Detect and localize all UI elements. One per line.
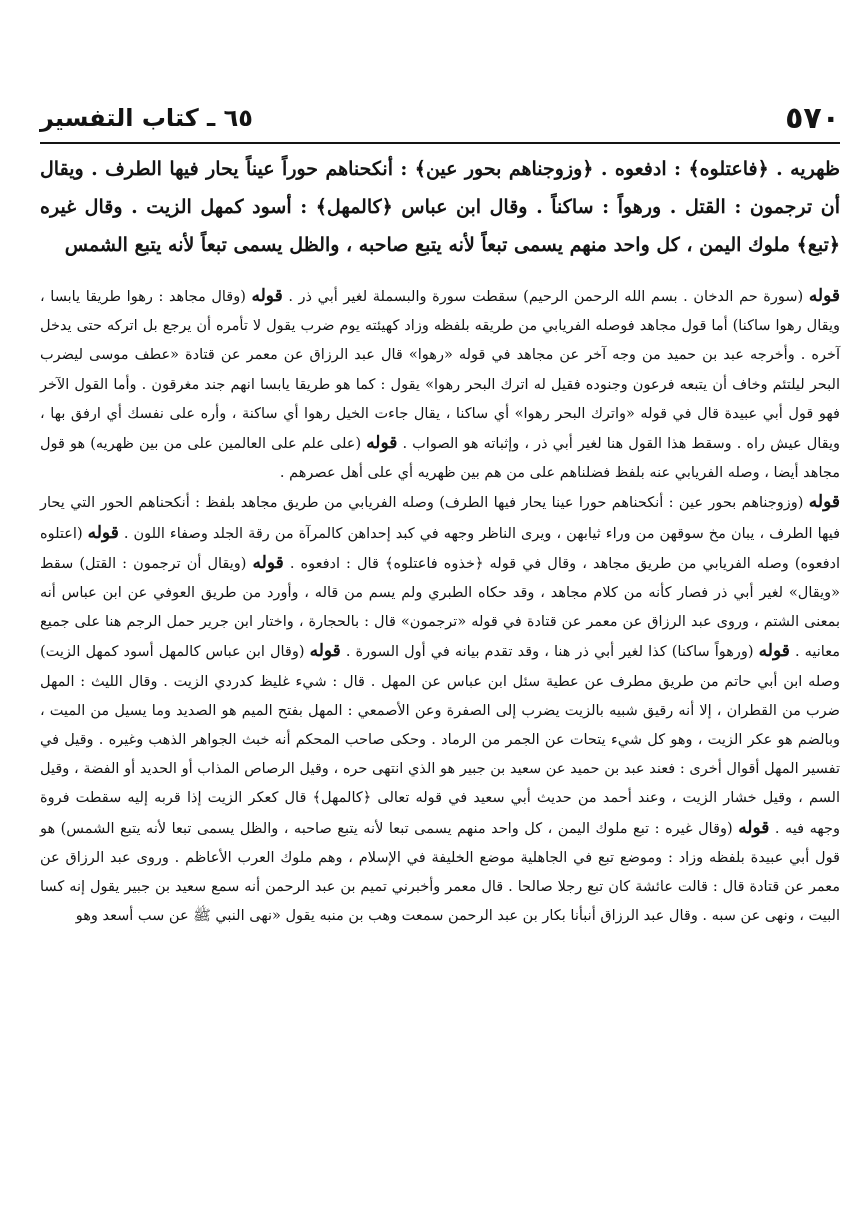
qawl-label: قوله	[808, 492, 840, 513]
commentary-text: (وزوجناهم بحور عين : أنكحناهم حورا عينا يحار فيها الطرف) وصله الفريابي من طريق مجاهد بلفظ : أنكحناهم الحور التي يحار فيها الطرف ، يبان مخ سوقهن من وراء ثيابهن ، ويرى الناظر وجهه في كبد إحداهن كالمرآة من رقة الجلد وصفاء اللون .	[40, 495, 840, 542]
commentary-text: (ويقال أن ترجمون : القتل) سقط «ويقال» لغير أبي ذر فصار كأنه من كلام مجاهد ، وقد حكاه الطبري ولم يسم من قاله ، وأورد من طريق العوفي عن ابن عباس أنه بمعنى الشتم ، وروى عبد الرزاق عن معمر عن قتادة في قوله «ترجمون» قال : بالحجارة ، واختار ابن جرير حمل الرجم هنا على جميع معانيه .	[40, 555, 840, 661]
qawl-label: قوله	[808, 286, 841, 306]
qawl-label: قوله	[252, 552, 284, 573]
quranic-text-block: ظهريه . ﴿فاعتلوه﴾ : ادفعوه . ﴿وزوجناهم بحور عين﴾ : أنكحناهم حوراً عيناً يحار فيها الطرف . ويقال أن ترجمون : القتل . ورهواً : ساكناً . وقال ابن عباس ﴿كالمهل﴾ : أسود كمهل الزيت . وقال غيره ﴿تبع﴾ ملوك اليمن ، كل واحد منهم يسمى تبعاً لأنه يتبع صاحبه ، والظل يسمى تبعاً لأنه يتبع الشمس	[40, 158, 840, 256]
commentary-text: (سورة حم الدخان . بسم الله الرحمن الرحيم) سقطت سورة والبسملة لغير أبي ذر .	[288, 289, 804, 305]
commentary-paragraph	[40, 282, 840, 488]
qawl-label: قوله	[758, 641, 790, 662]
commentary-text: (على علم على العالمين على من بين ظهريه) هو قول مجاهد أيضا ، وصله الفريابي عنه بلفظ فضلناهم على من هم بين ظهريه أي على أهل عصرهم .	[40, 436, 840, 482]
document-page	[40, 0, 840, 1228]
header-rule	[40, 142, 840, 144]
commentary-text: (ورهواً ساكنا) كذا لغير أبي ذر هنا ، وقد تقدم بيانه في أول السورة .	[345, 644, 754, 661]
qawl-label: قوله	[309, 641, 341, 662]
commentary-block	[40, 282, 840, 931]
commentary-text: (اعتلوه ادفعوه) وصله الفريابي من طريق مجاهد ، وقال في قوله ﴿خذوه فاعتلوه﴾ قال : ادفعوه .	[40, 525, 841, 572]
commentary-text: (وقال ابن عباس كالمهل أسود كمهل الزيت) وصله ابن أبي حاتم من طريق مطرف عن عطية سئل ابن عباس عن المهل . قال : شيء غليظ كدردي الزيت . وقال الليث : المهل ضرب من القطران ، إلا أنه رقيق شبيه بالزيت يضرب إلى الصفرة وعن الأصمعي : المهل بفتح الميم هو الصديد وما يسيل من الميت ، وبالضم هو عكر الزيت ، وهو كل شيء يتحات عن الجمر من الرماد . وحكى صاحب المحكم أنه خبث الجواهر الذهب وغيره . وقيل في تفسير المهل أقوال أخرى : فعند عبد بن حميد عن سعيد بن جبير هو الذي انتهى حره ، وقيل الرصاص المذاب أو الحديد أو الفضة ، وقيل السم ، وقيل خشار الزيت ، وعند أحمد من حديث أبي سعيد في قوله تعالى ﴿كالمهل﴾ قال كعكر الزيت إذا قربه إليه سقطت فروة وجهه فيه .	[40, 644, 841, 837]
page-number: ٥٧٠	[785, 100, 840, 136]
commentary-text: (وقال مجاهد : رهوا طريقا يابسا ، ويقال رهوا ساكنا) أما قول مجاهد فوصله الفريابي من طريقه بلفظه وزاد كهيئته يوم ضرب يقول لا تأمره أن يرجع بل اتركه حتى يدخل آخره . وأخرجه عبد بن حميد من وجه آخر عن مجاهد في قوله «رهوا» قال عبد الرزاق عن معمر عن قتادة «عطف موسى ليضرب البحر ليلتئم وخاف أن يتبعه فرعون وجنوده فقيل له اترك البحر رهوا» يقول : كما هو طريقا يابسا انهم جند مغرقون . وأما القول الآخر فهو قول أبي عبيدة قال في قوله «واترك البحر رهوا» أي ساكنا ، يقال جاءت الخيل رهوا أي ساكنة ، وأره على نفسك أي ارفق بها ، ويقال عيش راه . وسقط هذا القول هنا لغير أبي ذر ، وإثباته هو الصواب .	[40, 289, 841, 453]
qawl-label: قوله	[87, 522, 119, 543]
qawl-label: قوله	[251, 286, 283, 306]
qawl-label: قوله	[366, 433, 398, 454]
commentary-paragraph	[40, 488, 840, 931]
page-header	[40, 96, 840, 140]
running-head: ٦٥ ـ كتاب التفسير	[40, 104, 253, 132]
commentary-text: (وقال غيره : تبع ملوك اليمن ، كل واحد منهم يسمى تبعا لأنه يتبع صاحبه ، والظل يسمى تبعا لأنه يتبع الشمس) هو قول أبي عبيدة بلفظه وزاد : وموضع تبع في الجاهلية موضع الخليفة في الإسلام ، وهم ملوك العرب الأعاظم . وروى عبد الرزاق عن معمر عن قتادة قال : قالت عائشة كان تبع رجلا صالحا . قال معمر وأخبرني تميم بن عبد الرحمن أنه سمع سعيد بن جبير يقول إنه كسا البيت ، ونهى عن سبه . وقال عبد الرزاق أنبأنا بكار بن عبد الرحمن سمعت وهب بن منبه يقول «نهى النبي ﷺ عن سب أسعد وهو	[40, 820, 840, 925]
qawl-label: قوله	[738, 817, 770, 838]
